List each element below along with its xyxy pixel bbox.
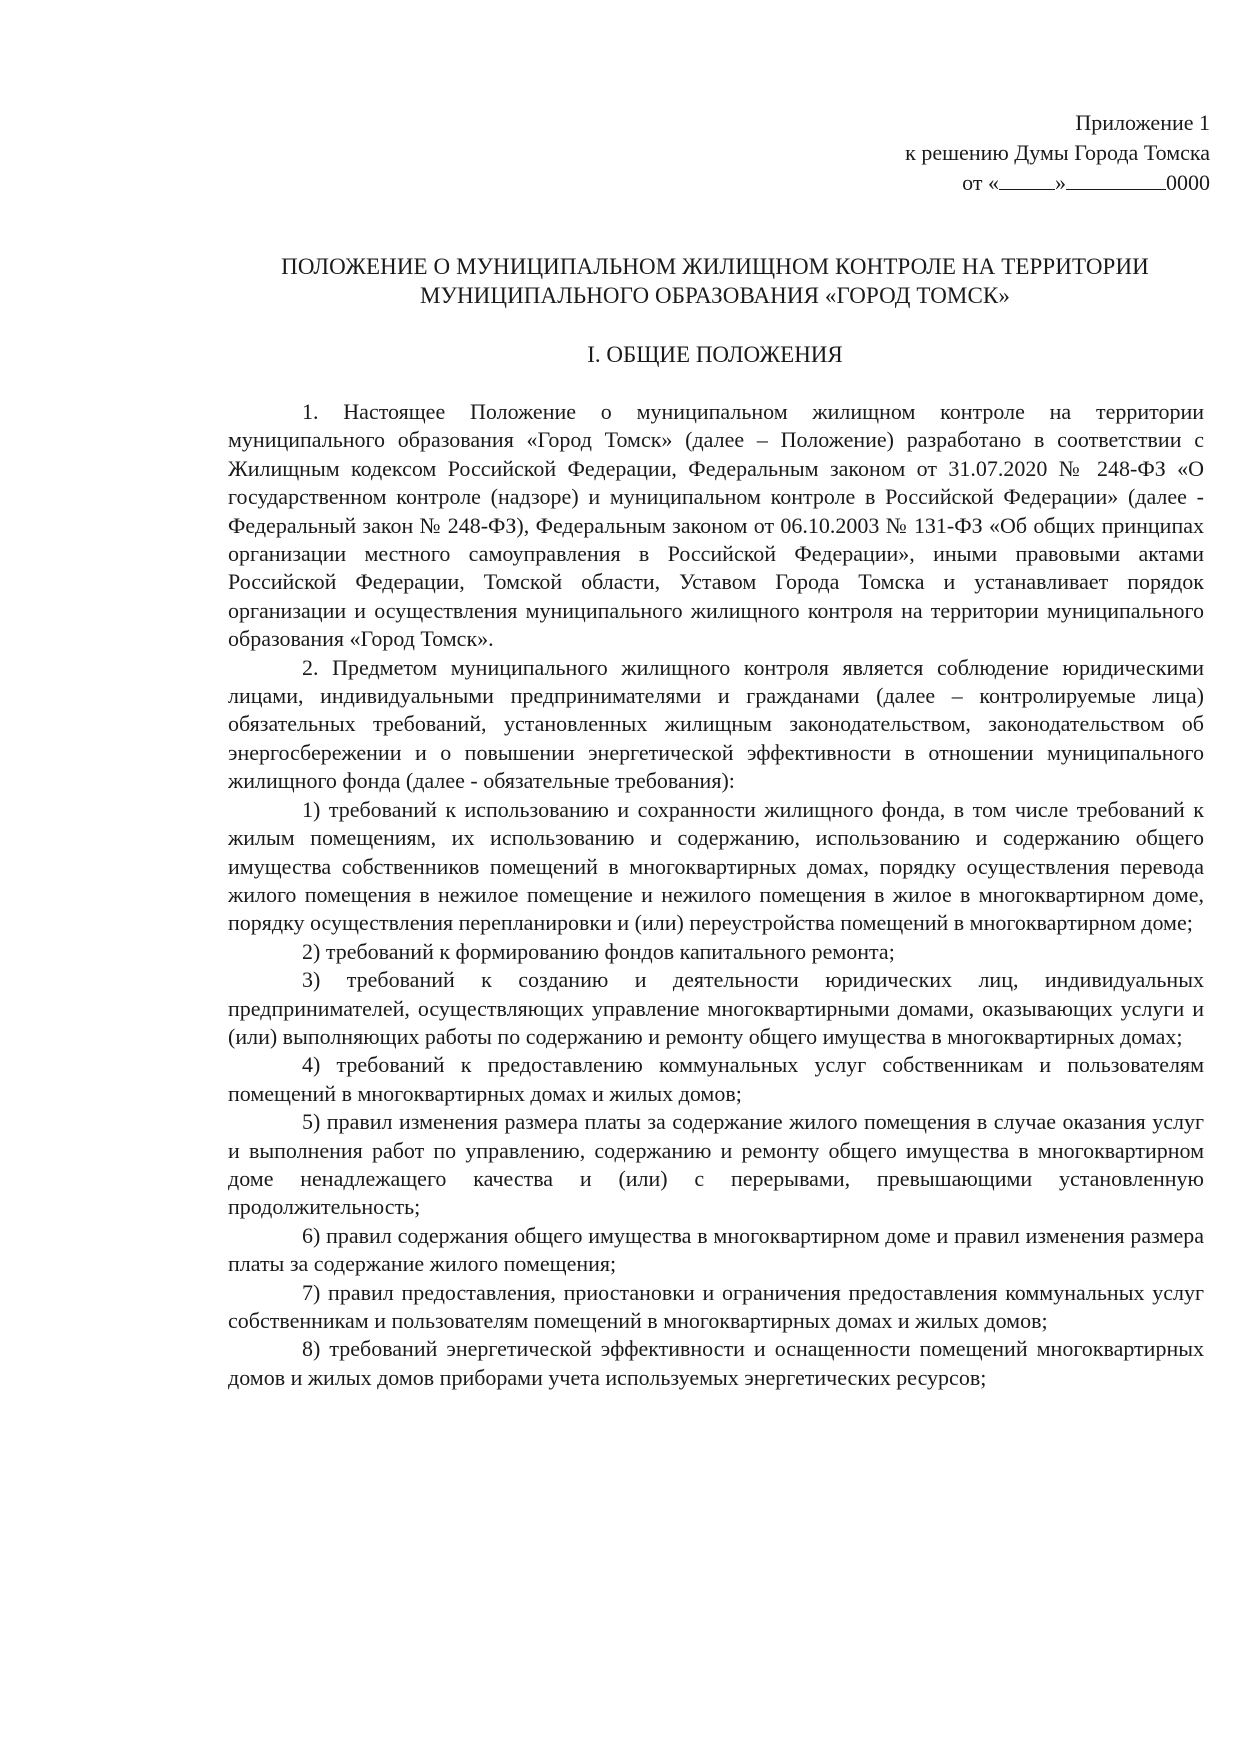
list-item: 5) правил изменения размера платы за содержание жилого помещения в случае оказания услуг и выполнения работ по управлению, содержанию и ремонту общего имущества в многоквартирном доме ненадлежащего качества и (или) с перерывами, превышающими установленную продолжительность; <box>228 1109 1204 1220</box>
date-mid: » <box>1055 170 1066 195</box>
document-body <box>228 398 1204 1392</box>
title-line-1: ПОЛОЖЕНИЕ О МУНИЦИПАЛЬНОМ ЖИЛИЩНОМ КОНТРОЛЕ НА ТЕРРИТОРИИ <box>281 254 1149 279</box>
document-title <box>230 252 1200 310</box>
paragraph: 1. Настоящее Положение о муниципальном жилищном контроле на территории муниципального образования «Город Томск» (далее – Положение) разработано в соответствии с Жилищным кодексом Российской Федерации, Федеральным законом от 31.07.2020 № 248-ФЗ «О государственном контроле (надзоре) и муниципальном контроле в Российской Федерации» (далее - Федеральный закон № 248-ФЗ), Федеральным законом от 06.10.2003 № 131-ФЗ «Об общих принципах организации местного самоуправления в Российской Федерации», иными правовыми актами Российской Федерации, Томской области, Уставом Города Томска и устанавливает порядок организации и осуществления муниципального жилищного контроля на территории муниципального образования «Город Томск». <box>228 399 1204 652</box>
section-heading: I. ОБЩИЕ ПОЛОЖЕНИЯ <box>587 342 843 367</box>
appendix-header <box>905 108 1210 198</box>
list-item: 4) требований к предоставлению коммунальных услуг собственникам и пользователям помещений в многоквартирных домах и жилых домов; <box>228 1052 1204 1106</box>
list-item: 8) требований энергетической эффективности и оснащенности помещений многоквартирных домов и жилых домов приборами учета используемых энергетических ресурсов; <box>228 1336 1204 1390</box>
date-day-blank <box>999 173 1055 190</box>
list-item: 7) правил предоставления, приостановки и ограничения предоставления коммунальных услуг собственникам и пользователям помещений в многоквартирных домах и жилых домов; <box>228 1279 1204 1333</box>
list-item: 3) требований к созданию и деятельности юридических лиц, индивидуальных предпринимателей, осуществляющих управление многоквартирными домами, оказывающих услуги и (или) выполняющих работы по содержанию и ремонту общего имущества в многоквартирных домах; <box>228 967 1204 1049</box>
date-year: 0000 <box>1166 170 1210 195</box>
list-item: 2) требований к формированию фондов капитального ремонта; <box>302 938 895 964</box>
appendix-decision: к решению Думы Города Томска <box>905 140 1210 165</box>
title-line-2: МУНИЦИПАЛЬНОГО ОБРАЗОВАНИЯ «ГОРОД ТОМСК» <box>420 283 1010 308</box>
appendix-date-line <box>905 168 1210 198</box>
date-month-blank <box>1066 173 1166 190</box>
appendix-number: Приложение 1 <box>1075 110 1210 135</box>
list-item: 1) требований к использованию и сохранности жилищного фонда, в том числе требований к жилым помещениям, их использованию и содержанию, использованию и содержанию общего имущества собственников помещений в многоквартирных домах, порядку осуществления перевода жилого помещения в нежилое помещение и нежилого помещения в жилое в многоквартирном доме, порядку осуществления перепланировки и (или) переустройства помещений в многоквартирном доме; <box>228 796 1204 936</box>
list-item: 6) правил содержания общего имущества в многоквартирном доме и правил изменения размера платы за содержание жилого помещения; <box>228 1222 1204 1277</box>
paragraph: 2. Предметом муниципального жилищного контроля является соблюдение юридическими лицами, индивидуальными предпринимателями и гражданами (далее – контролируемые лица) обязательных требований, установленных жилищным законодательством, законодательством об энергосбережении и о повышении энергетической эффективности в отношении муниципального жилищного фонда (далее - обязательные требования): <box>228 654 1204 794</box>
date-prefix: от « <box>962 170 999 195</box>
